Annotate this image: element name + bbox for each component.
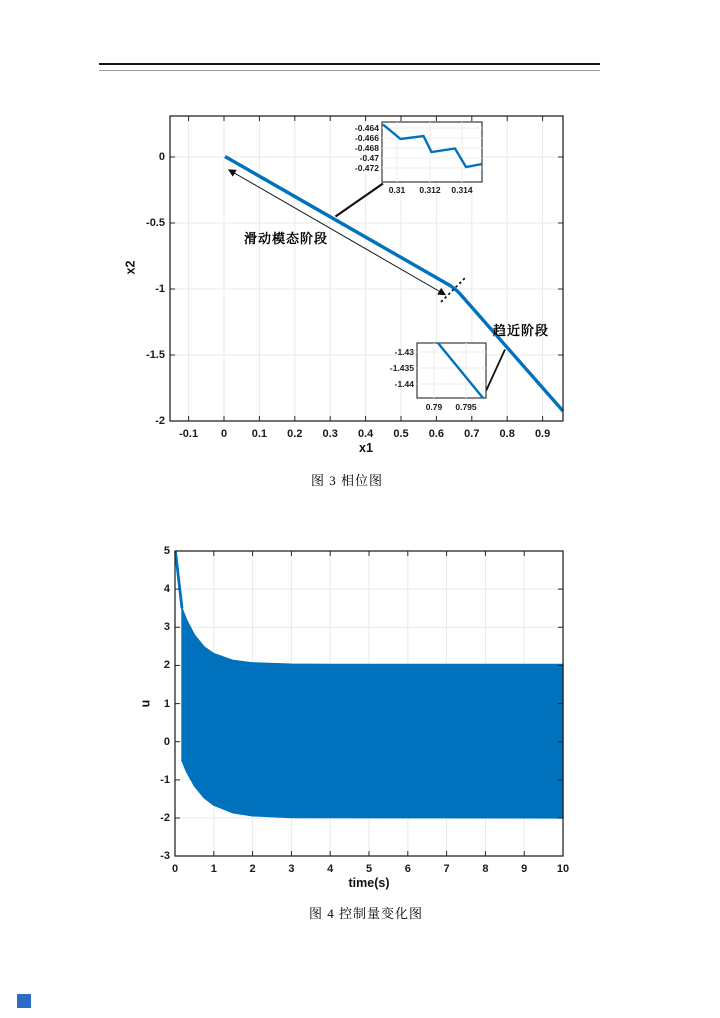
fig4-xtick: 8 — [482, 863, 489, 875]
fig4-xtick: 3 — [288, 863, 295, 875]
fig3-inset1-ytick: -0.464 — [354, 123, 379, 133]
fig4-ytick: 5 — [163, 545, 170, 557]
fig3-xlabel: x1 — [359, 441, 373, 455]
fig3-inset1-xtick: 0.312 — [419, 185, 441, 195]
fig3-inset1-ytick: -0.47 — [359, 153, 379, 163]
fig3-inset2-ytick: -1.435 — [389, 363, 414, 373]
fig3-xtick: 0.8 — [499, 428, 515, 440]
fig3-inset1-ytick: -0.472 — [354, 163, 379, 173]
reaching-phase-annotation: 趋近阶段 — [492, 323, 549, 338]
fig4-xlabel: time(s) — [348, 876, 390, 890]
fig4-xtick: 7 — [443, 863, 450, 875]
fig4-ytick: 3 — [163, 621, 170, 633]
figure3-inset2 — [417, 343, 486, 398]
fig4-ytick: -3 — [160, 850, 170, 862]
fig3-inset2-xtick: 0.79 — [425, 402, 443, 412]
fig3-inset1-ytick: -0.468 — [354, 143, 379, 153]
fig3-ytick: -0.5 — [146, 217, 165, 229]
fig3-xtick: 0.6 — [428, 428, 445, 440]
fig4-ytick: 1 — [163, 698, 170, 710]
fig4-xtick: 6 — [404, 863, 411, 875]
fig3-inset2-xtick: 0.795 — [455, 402, 477, 412]
fig4-xtick: 5 — [365, 863, 373, 875]
figure3-inset1 — [382, 122, 482, 182]
fig3-ylabel: x2 — [123, 260, 138, 275]
figure4-caption: 图 4 控制量变化图 — [308, 906, 423, 921]
fig4-ytick: 2 — [163, 659, 170, 671]
fig3-inset1-ytick: -0.466 — [354, 133, 379, 143]
fig4-xtick: 2 — [249, 863, 256, 875]
fig3-ytick: 0 — [158, 151, 165, 163]
fig4-ytick: 4 — [163, 583, 170, 595]
fig3-xtick: 0.7 — [464, 428, 480, 440]
fig4-xtick: 9 — [521, 863, 528, 875]
fig4-xtick: 0 — [171, 863, 179, 875]
fig4-ylabel: u — [138, 699, 153, 708]
sliding-phase-annotation: 滑动模态阶段 — [243, 231, 328, 246]
fig4-xtick: 10 — [556, 863, 570, 875]
fig3-inset2-ytick: -1.43 — [394, 347, 414, 357]
page-corner-marker — [17, 994, 31, 1008]
fig3-inset1-xtick: 0.31 — [388, 185, 406, 195]
fig3-ytick: -1 — [155, 283, 165, 295]
fig4-ytick: -2 — [160, 812, 170, 824]
fig3-xtick: 0.3 — [322, 428, 338, 440]
fig3-inset2-ytick: -1.44 — [394, 379, 414, 389]
fig4-xtick: 4 — [327, 863, 334, 875]
fig3-xtick: -0.1 — [179, 428, 199, 440]
fig4-ytick: -1 — [160, 774, 170, 786]
fig3-ytick: -1.5 — [146, 349, 165, 361]
fig4-xtick: 1 — [210, 863, 217, 875]
fig3-ytick: -2 — [155, 415, 165, 427]
fig3-xtick: 0.5 — [393, 428, 409, 440]
fig3-xtick: 0.2 — [287, 428, 303, 440]
fig3-xtick: 0.4 — [357, 428, 374, 440]
fig3-xtick: 0.9 — [534, 428, 551, 440]
fig3-xtick: 0 — [220, 428, 228, 440]
figure4-plot — [175, 551, 563, 856]
fig3-inset1-xtick: 0.314 — [451, 185, 473, 195]
fig4-ytick: 0 — [163, 736, 170, 748]
figure3-caption: 图 3 相位图 — [310, 473, 383, 488]
fig3-xtick: 0.1 — [251, 428, 268, 440]
